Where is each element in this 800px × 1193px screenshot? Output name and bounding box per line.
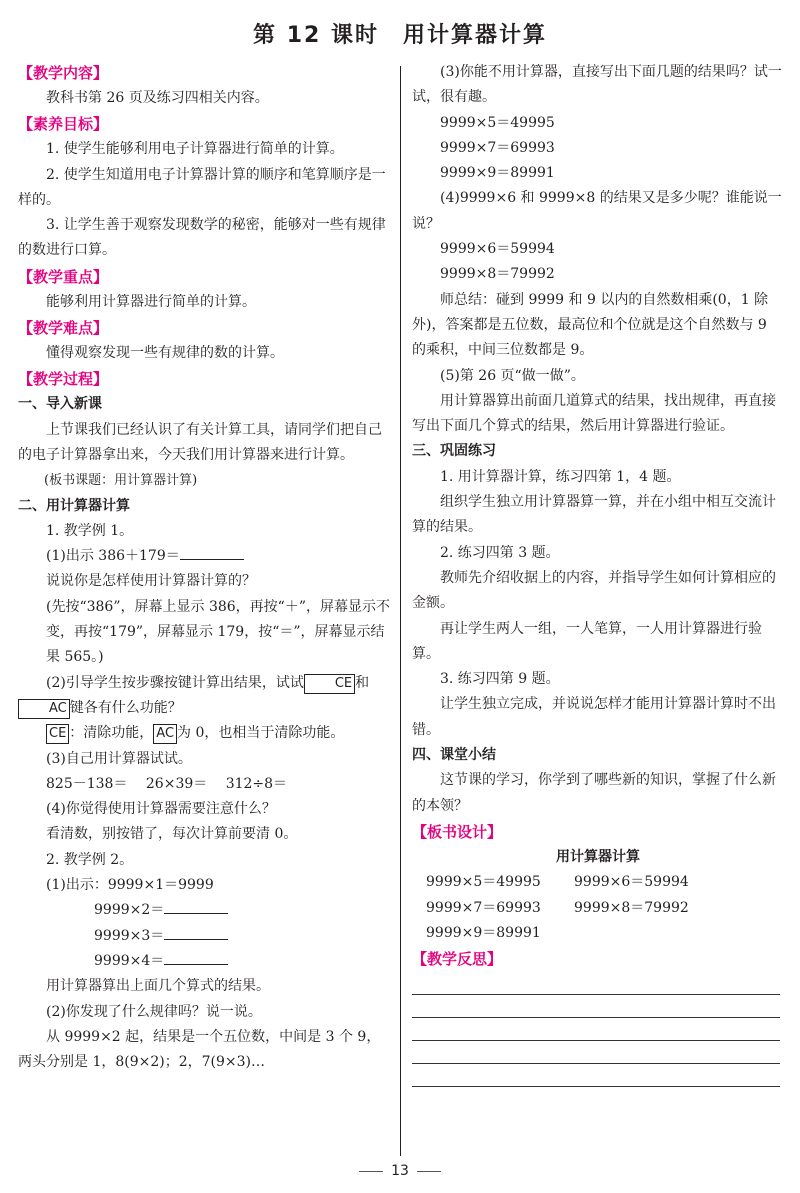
practice-2-text-2: 再让学生两人一组，一人笔算，一人用计算器进行验算。 <box>412 620 762 662</box>
teacher-summary: 师总结：碰到 9999 和 9 以内的自然数相乘(0，1 除外)，答案都是五位数，最高位和个位就是这个自然数与 9 的乘积，中间三位数都是 9。 <box>412 291 769 359</box>
section-4-title: 四、课堂小结 <box>412 747 496 764</box>
column-divider <box>400 66 401 1156</box>
example-2-rule: 从 9999×2 起，结果是一个五位数，中间是 3 个 9，两头分别是 1，8(9×2)；2，7(9×3)… <box>18 1028 381 1071</box>
ruled-line <box>412 1064 780 1087</box>
page-number: 13 <box>0 1163 800 1179</box>
section-1-text: 上节课我们已经认识了有关计算工具，请同学们把自己的电子计算器拿出来，今天我们用计算器来进行计算。 <box>18 421 382 463</box>
practice-1: 1. 用计算器计算，练习四第 1，4 题。 <box>440 468 681 485</box>
example-1-step-3: (3)自己用计算器试试。 <box>46 750 192 767</box>
right-column <box>412 60 784 1087</box>
reflection-lines <box>412 972 784 1087</box>
example-1-step-1: (1)出示 386＋179＝ <box>18 544 392 569</box>
practice-3: 3. 练习四第 9 题。 <box>440 671 560 688</box>
example-1-question: 说说你是怎样使用计算器计算的？ <box>46 573 256 590</box>
ce-key: CE <box>46 724 69 744</box>
page-number-dash <box>359 1171 383 1172</box>
answer-blank <box>164 950 228 965</box>
heading-difficulty: 【教学难点】 <box>18 319 109 338</box>
goal-3: 3. 让学生善于观察发现数学的秘密，能够对一些有规律的数进行口算。 <box>18 217 386 259</box>
answer-blank <box>164 899 228 914</box>
board-item: 9999×6＝59994 <box>574 874 689 891</box>
practice-2: 2. 练习四第 3 题。 <box>440 544 560 561</box>
section-2-title: 二、用计算器计算 <box>18 497 130 514</box>
goal-1: 1. 使学生能够利用电子计算器进行简单的计算。 <box>46 141 344 158</box>
result-6: 9999×6＝59994 <box>440 241 555 258</box>
answer-blank <box>180 545 244 560</box>
example-2-title: 2. 教学例 2。 <box>46 851 134 868</box>
ruled-line <box>412 1041 780 1064</box>
key-point-text: 能够利用计算器进行简单的计算。 <box>46 293 256 310</box>
board-item: 9999×9＝89991 <box>426 924 541 941</box>
board-item: 9999×8＝79992 <box>574 899 689 916</box>
difficulty-text: 懂得观察发现一些有规律的数的计算。 <box>46 345 284 362</box>
content-text: 教科书第 26 页及练习四相关内容。 <box>46 90 269 106</box>
example-2-row-4: 9999×4＝ <box>18 949 392 974</box>
example-1-step-3-calc: 825－138＝ 26×39＝ 312÷8＝ <box>46 775 288 792</box>
ac-key: AC <box>153 724 177 744</box>
example-2-step-1: (1)出示：9999×1＝9999 <box>46 877 214 894</box>
page-title: 第 12 课时 用计算器计算 <box>253 23 547 48</box>
heading-board-design: 【板书设计】 <box>412 822 503 841</box>
board-item: 9999×7＝69993 <box>426 899 541 916</box>
board-title: 用计算器计算 <box>556 848 640 865</box>
question-3: (3)你能不用计算器，直接写出下面几题的结果吗？试一试，很有趣。 <box>412 64 782 106</box>
practice-3-text: 让学生独立完成，并说说怎样才能用计算器计算时不出错。 <box>412 696 776 738</box>
practice-2-text: 教师先介绍收据上的内容，并指导学生如何计算相应的金额。 <box>412 569 776 612</box>
example-2-calc: 用计算器算出上面几个算式的结果。 <box>46 978 270 995</box>
result-8: 9999×8＝79992 <box>440 266 555 283</box>
page-number-dash <box>417 1171 441 1172</box>
left-column <box>18 60 392 1075</box>
heading-content: 【教学内容】 <box>18 64 109 82</box>
heading-reflection: 【教学反思】 <box>412 950 503 969</box>
example-2-row-3: 9999×3＝ <box>18 924 392 949</box>
answer-blank <box>164 925 228 940</box>
heading-key-point: 【教学重点】 <box>18 267 109 286</box>
section-4-text: 这节课的学习，你学到了哪些新的知识，掌握了什么新的本领？ <box>412 772 776 814</box>
heading-goals: 【素养目标】 <box>18 115 109 134</box>
example-1-step-4: (4)你觉得使用计算器需要注意什么？ <box>46 801 276 818</box>
example-1-title: 1. 教学例 1。 <box>46 522 134 539</box>
board-grid <box>412 870 784 946</box>
result-7: 9999×7＝69993 <box>440 139 555 156</box>
question-5: (5)第 26 页“做一做”。 <box>440 367 585 384</box>
result-5: 9999×5＝49995 <box>440 114 555 131</box>
ruled-line <box>412 995 780 1018</box>
result-9: 9999×9＝89991 <box>440 165 555 182</box>
practice-1-text: 组织学生独立用计算器算一算，并在小组中相互交流计算的结果。 <box>412 494 776 536</box>
ac-key: AC <box>18 699 70 719</box>
section-1-title: 一、导入新课 <box>18 396 102 413</box>
example-1-step-2: (2)引导学生按步骤按键计算出结果，试试 CE 和AC 键各有什么功能？ <box>18 671 392 722</box>
example-2-step-2: (2)你发现了什么规律吗？说一说。 <box>46 1003 262 1020</box>
heading-process: 【教学过程】 <box>18 370 109 389</box>
example-1-step-4-answer: 看清数，别按错了，每次计算前要清 0。 <box>46 826 298 843</box>
board-item: 9999×5＝49995 <box>426 874 541 891</box>
example-2-row-2: 9999×2＝ <box>18 898 392 923</box>
example-1-answer: (先按“386”，屏幕上显示 386，再按“＋”，屏幕显示不变，再按“179”，屏幕显示 179，按“＝”，屏幕显示结果 565。) <box>46 598 390 666</box>
question-4: (4)9999×6 和 9999×8 的结果又是多少呢？谁能说一说？ <box>412 190 782 232</box>
key-function-desc: CE ：清除功能， AC 为 0，也相当于清除功能。 <box>18 721 392 746</box>
question-5-text: 用计算器算出前面几道算式的结果，找出规律，再直接写出下面几个算式的结果，然后用计算器进行验证。 <box>412 392 776 435</box>
goal-2: 2. 使学生知道用电子计算器计算的顺序和笔算顺序是一样的。 <box>18 166 386 208</box>
ruled-line <box>412 1018 780 1041</box>
section-3-title: 三、巩固练习 <box>412 443 496 460</box>
ce-key: CE <box>304 674 355 694</box>
ruled-line <box>412 972 780 995</box>
section-1-note: (板书课题：用计算器计算) <box>44 473 198 489</box>
